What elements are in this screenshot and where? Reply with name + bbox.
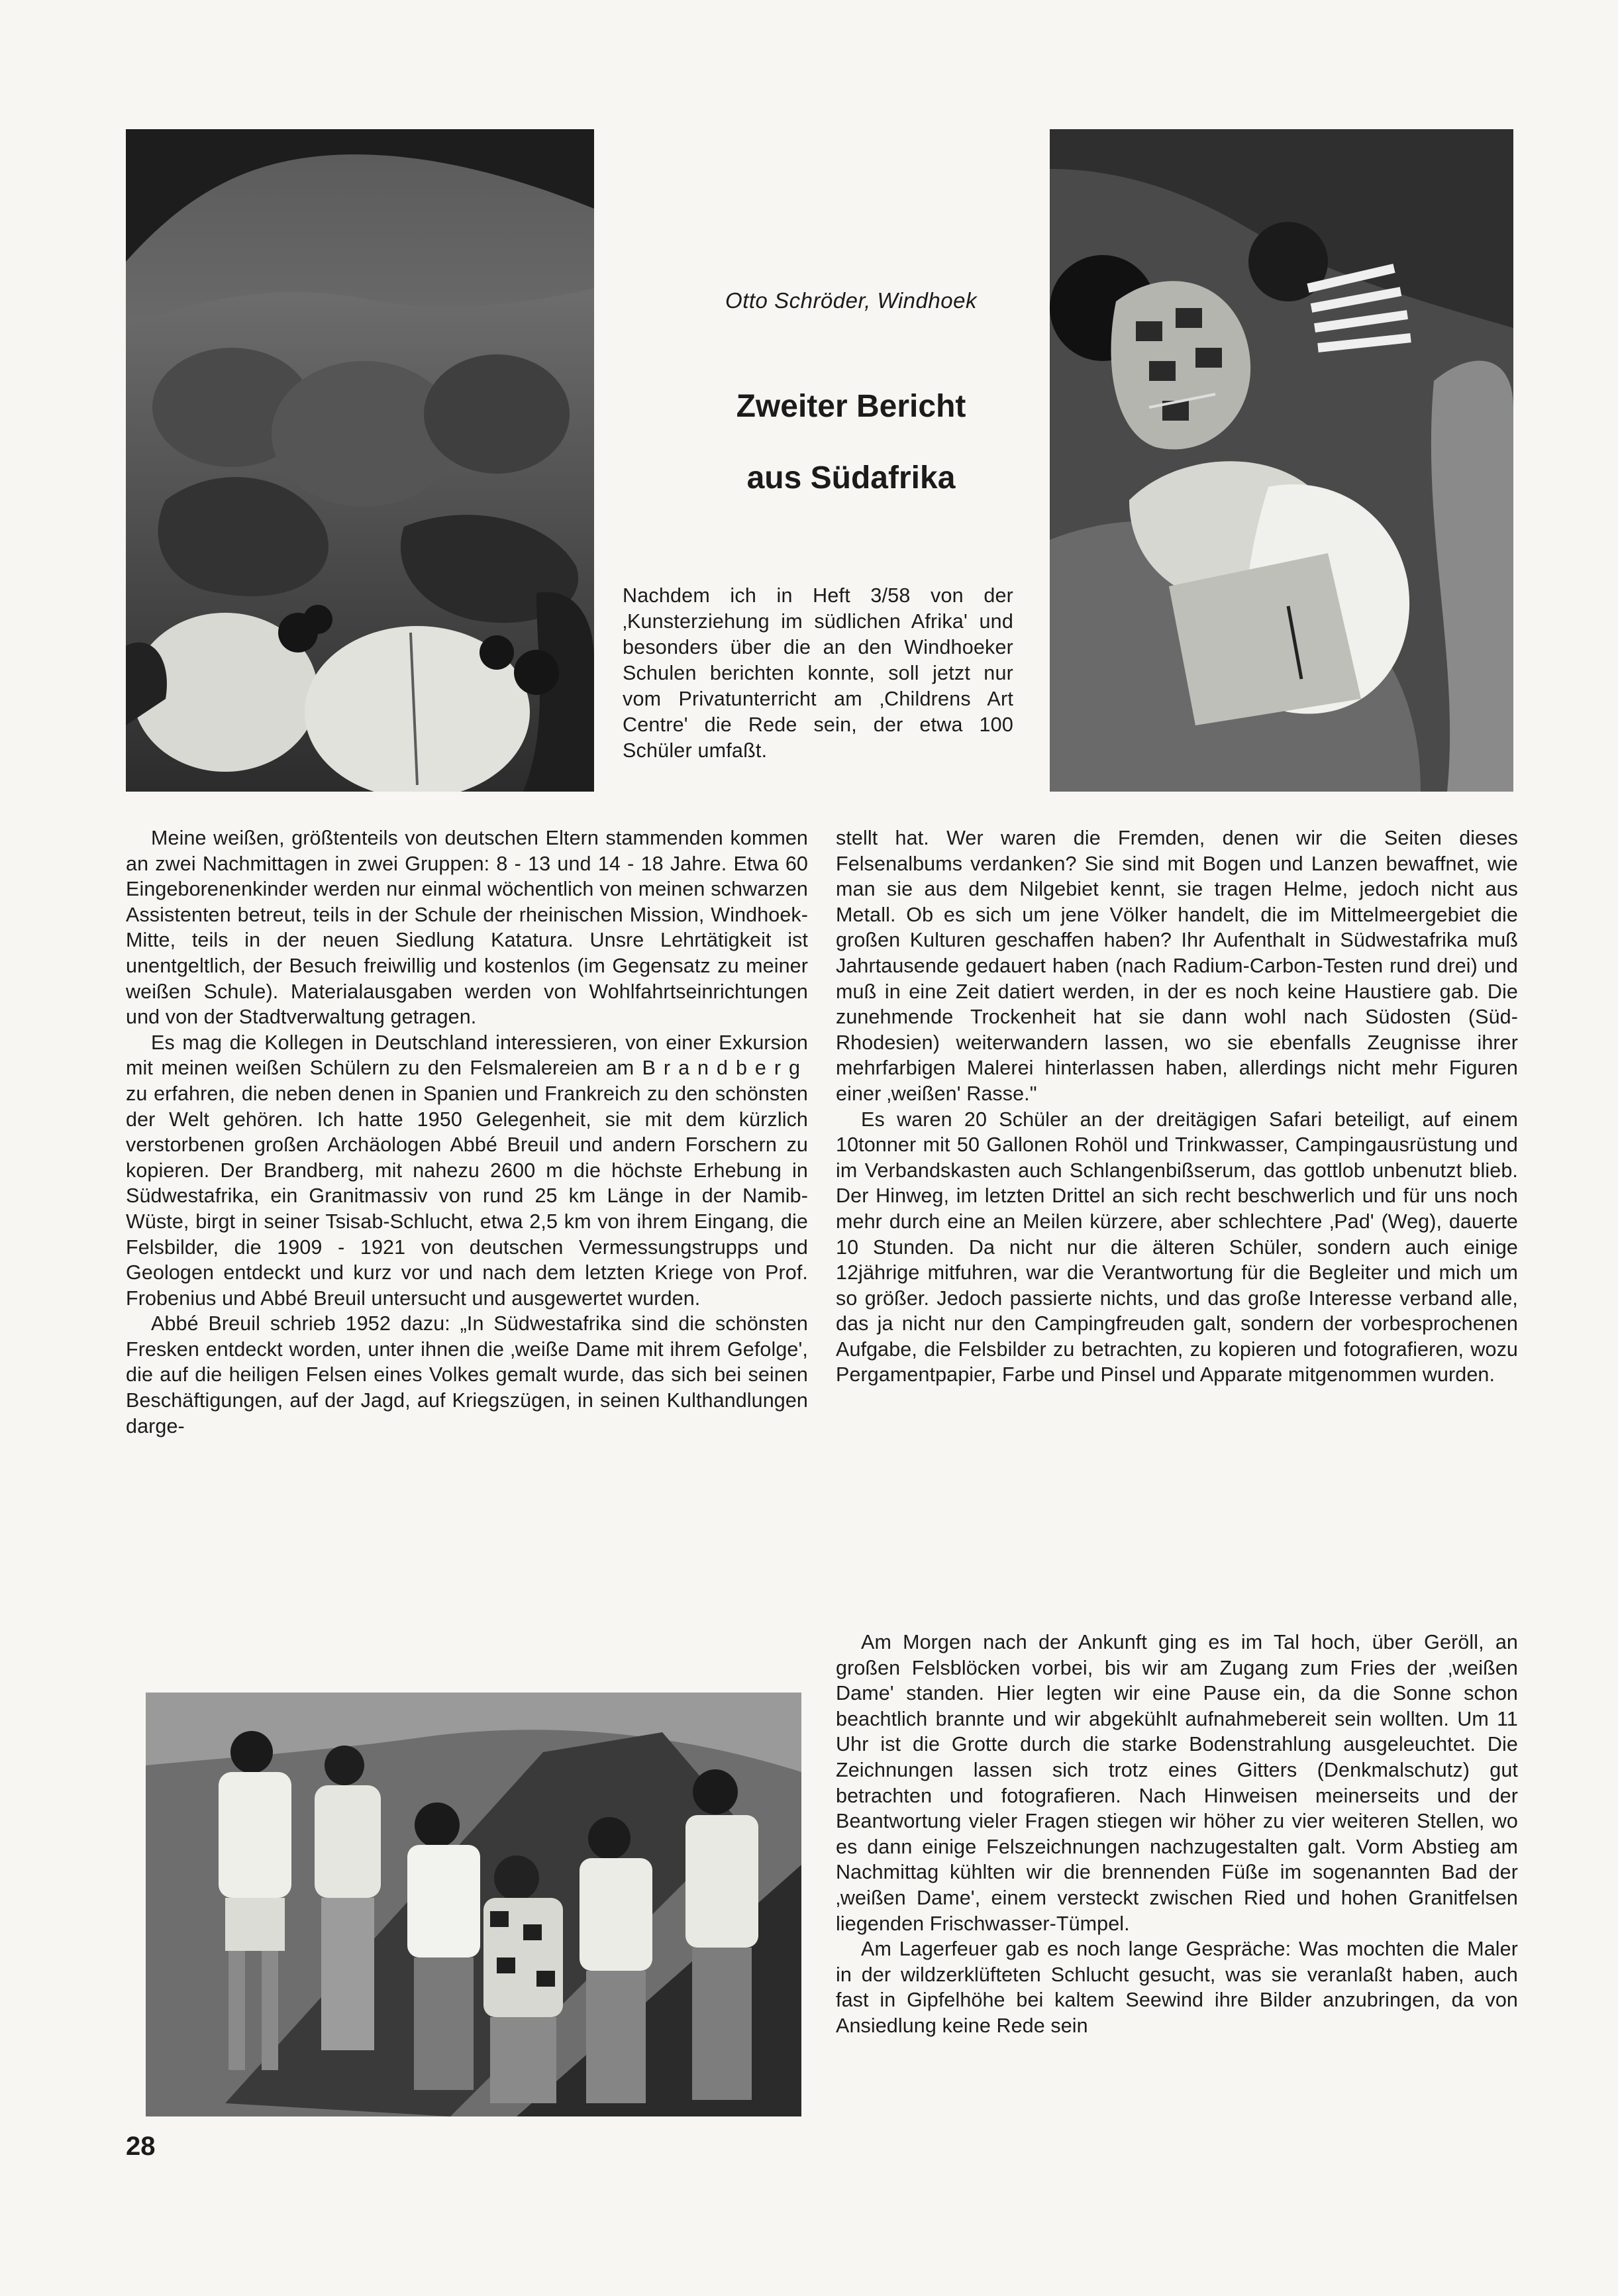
paragraph: Meine weißen, größtenteils von deutschen Eltern stammenden kommen an zwei Nachmittagen in zwei Gruppen: 8 - 13 und 14 - 18 Jahre. Etwa 60 Eingeborenenkinder werden nur einmal wöchentlich von meinen schwarzen Assistenten betreut, teils in der Schule der rheinischen Mission, Windhoek-Mitte, teils in der neuen Siedlung Katatura. Unsre Lehrtätigkeit ist unentgeltlich, der Besuch freiwillig und kostenlos (im Gegensatz zu meiner weißen Schule). Materialausgaben werden von Wohlfahrtseinrichtungen und von der Stadtverwaltung getragen.	[126, 827, 808, 1029]
article-title	[636, 371, 1066, 514]
text-run: zu erfahren, die neben denen in Spanien und Frankreich zu den schönsten der Welt gehören. Ich hatte 1950 Gelegenheit, sie mit dem kürzlich verstorbenen großen Archäologen Abbé Breuil und andern Forschern zu kopieren. Der Brandberg, mit nahezu 2600 m die höchste Erhebung in Südwestafrika, ein Granitmassiv von rund 25 km Länge in der Namib-Wüste, birgt in seiner Tsisab-Schlucht, etwa 2,5 km von ihrem Eingang, die Felsbilder, die 1909 - 1921 von deutschen Vermessungstrupps und Geologen entdeckt und kurz vor und nach dem letzten Kriege von Prof. Frobenius und Abbé Breuil untersucht und ausgewertet wurden.	[126, 1082, 808, 1310]
right-column-lower	[836, 1630, 1518, 2039]
paragraph: Am Morgen nach der Ankunft ging es im Tal hoch, über Geröll, an großen Felsblöcken vorbei, bis wir am Zugang zum Fries der ‚weißen Dame' standen. Hier legten wir eine Pause ein, da die Sonne schon beachtlich brannte und wir abgekühlt aufnahmebereit sein wollten. Um 11 Uhr ist die Grotte durch die starke Bodenstrahlung ausgeleuchtet. Die Zeichnungen lassen sich trotz eines Gitters (Denkmalschutz) gut betrachten und fotografieren. Nach Hinweisen meinerseits und der Beantwortung vieler Fragen stiegen wir höher zu vier weiteren Stellen, wo es dann einige Felszeichnungen nachzugestalten galt. Vorm Abstieg am Nachmittag kühlten wir die brennenden Füße im sogenannten Bad der ‚weißen Dame', einem versteckt zwischen Ried und hohen Granitfelsen liegenden Frischwasser-Tümpel.	[836, 1631, 1518, 1935]
title-line-2: aus Südafrika	[746, 460, 956, 496]
spaced-word: Brandberg	[642, 1057, 808, 1080]
right-column-upper	[836, 825, 1518, 1388]
paragraph: stellt hat. Wer waren die Fremden, denen wir die Seiten dieses Felsenalbums verdanken? Sie sind mit Bogen und Lanzen bewaffnet, wie man sie aus dem Nilgebiet kennt, sie tragen Helme, jedoch nicht aus Metall. Ob es sich um jene Völker handelt, die im Mittelmeergebiet die großen Kulturen geschaffen haben? Ihr Aufenthalt in Südwestafrika muß Jahrtausende gedauert haben (nach Radium-Carbon-Testen rund drei) und muß in eine Zeit datiert werden, in der es noch keine Haustiere gab. Die zunehmende Trockenheit hat sie dann wohl nach Südosten (Süd-Rhodesien) weiterwandern lassen, wo sie ebenfalls Zeugnisse ihrer mehrfarbigen Malerei hinterlassen haben, allerdings nicht mehr Figuren einer ‚weißen' Rasse."	[836, 827, 1518, 1105]
photo-children-drawing	[1050, 129, 1513, 792]
text-run: Es mag die Kollegen in Deutschland interessieren, von einer Exkursion mit meinen weißen Schülern zu den Felsmalereien am	[126, 1031, 808, 1080]
paragraph	[126, 1030, 808, 1312]
paragraph: Es waren 20 Schüler an der dreitägigen Safari beteiligt, auf einem 10tonner mit 50 Gallonen Rohöl und Trinkwasser, Campingausrüstung und im Verbandskasten auch Schlangenbißserum, das gottlob unbenutzt blieb. Der Hinweg, im letzten Drittel an sich recht beschwerlich und für uns noch mehr durch eine an Meilen kürzere, aber schlechtere ‚Pad' (Weg), dauerte 10 Stunden. Da nicht nur die älteren Schüler, sondern auch einige 12jährige mitfuhren, war die Verantwortung für die Begleiter und mich um so größer. Jedoch passierte nichts, und das große Interesse verband alle, das ja nicht nur den Campingfreuden galt, sondern der vorbesprochenen Aufgabe, die Felsbilder zu betrachten, zu kopieren und fotografieren, wozu Pergamentpapier, Farbe und Pinsel und Apparate mitgenommen wurden.	[836, 1108, 1518, 1386]
left-column	[126, 825, 808, 1439]
author-byline: Otto Schröder, Windhoek	[725, 288, 977, 313]
photo-children-group	[146, 1693, 801, 2116]
title-line-1: Zweiter Bericht	[736, 389, 966, 424]
paragraph: Abbé Breuil schrieb 1952 dazu: „In Südwestafrika sind die schönsten Fresken entdeckt worden, unter ihnen die ‚weiße Dame mit ihrem Gefolge', die auf die heiligen Felsen eines Volkes gemalt wurde, das sich bei seinen Beschäftigungen, auf der Jagd, auf Kriegszügen, in seinen Kulthandlungen darge-	[126, 1312, 808, 1437]
intro-paragraph: Nachdem ich in Heft 3/58 von der ‚Kunsterziehung im südlichen Afrika' und besonders über die an den Windhoeker Schulen berichten konnte, soll jetzt nur vom Privatunterricht am ‚Childrens Art Centre' die Rede sein, der etwa 100 Schüler umfaßt.	[623, 584, 1013, 762]
page-number: 28	[126, 2132, 156, 2161]
paragraph: Am Lagerfeuer gab es noch lange Gespräche: Was mochten die Maler in der wildzerklüfteten Schlucht gesucht, was sie veranlaßt haben, auch fast in Gipfelhöhe bei kaltem Seewind ihre Bilder anzubringen, da von Ansiedlung keine Rede sein	[836, 1938, 1518, 2037]
photo-rock-landscape	[126, 129, 594, 792]
